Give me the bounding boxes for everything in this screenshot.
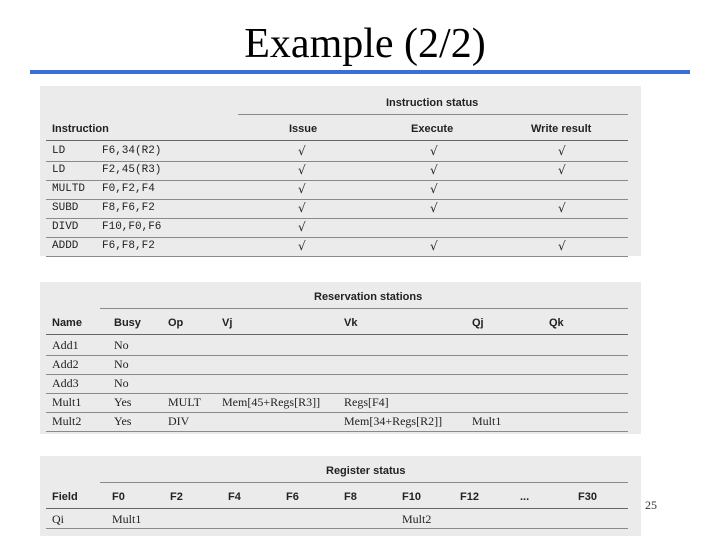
station-busy: No	[114, 376, 129, 390]
register-field-f30: F30	[578, 491, 597, 503]
station-name: Add2	[52, 357, 79, 371]
row-rule	[46, 393, 628, 394]
row-rule	[46, 237, 628, 238]
instruction-status-header: Instruction status	[386, 97, 479, 109]
col-header-instruction: Instruction	[52, 123, 109, 135]
row-rule	[46, 374, 628, 375]
col-header-qj: Qj	[472, 317, 484, 329]
station-busy: No	[114, 338, 129, 352]
execute-check: √	[430, 239, 438, 253]
execute-check: √	[430, 182, 438, 196]
col-header-write-result: Write result	[531, 123, 592, 135]
col-header-vk: Vk	[344, 317, 358, 329]
group-header-rule	[100, 308, 628, 309]
instruction-operands: F6,34(R2)	[102, 145, 162, 157]
instruction-operands: F6,F8,F2	[102, 240, 155, 252]
field-label: Field	[52, 491, 78, 503]
station-name: Mult2	[52, 414, 82, 428]
station-name: Add1	[52, 338, 79, 352]
col-header-name: Name	[52, 317, 82, 329]
group-header-rule	[100, 482, 628, 483]
issue-check: √	[298, 144, 306, 158]
row-rule	[46, 161, 628, 162]
issue-check: √	[298, 201, 306, 215]
title-underline	[30, 70, 690, 74]
slide-title: Example (2/2)	[244, 21, 486, 67]
register-field-f6: F6	[286, 491, 299, 503]
instruction-status-table	[40, 86, 641, 256]
instruction-op: ADDD	[52, 240, 79, 252]
register-field-f2: F2	[170, 491, 183, 503]
issue-check: √	[298, 220, 306, 234]
station-qj: Mult1	[472, 414, 502, 428]
station-busy: Yes	[114, 414, 132, 428]
register-status-header: Register status	[326, 465, 406, 477]
station-name: Mult1	[52, 395, 82, 409]
qi-label: Qi	[52, 512, 64, 526]
issue-check: √	[298, 182, 306, 196]
register-status-table	[40, 456, 641, 536]
register-field-f12: F12	[460, 491, 479, 503]
instruction-operands: F10,F0,F6	[102, 221, 162, 233]
row-rule	[46, 256, 628, 257]
station-op: MULT	[168, 395, 201, 409]
header-rule	[46, 334, 628, 335]
register-field-f8: F8	[344, 491, 357, 503]
station-op: DIV	[168, 414, 190, 428]
row-rule	[46, 218, 628, 219]
station-busy: Yes	[114, 395, 132, 409]
station-vk: Regs[F4]	[344, 395, 389, 409]
instruction-op: MULTD	[52, 183, 86, 195]
issue-check: √	[298, 163, 306, 177]
col-header-execute: Execute	[411, 123, 454, 135]
execute-check: √	[430, 144, 438, 158]
page-number: 25	[645, 498, 657, 512]
execute-check: √	[430, 201, 438, 215]
write-result-check: √	[558, 201, 566, 215]
write-result-check: √	[558, 144, 566, 158]
instruction-op: LD	[52, 164, 66, 176]
reservation-stations-header: Reservation stations	[314, 291, 423, 303]
row-rule	[46, 180, 628, 181]
write-result-check: √	[558, 239, 566, 253]
row-rule	[46, 431, 628, 432]
register-field-f4: F4	[228, 491, 241, 503]
row-rule	[46, 355, 628, 356]
register-qi-value: Mult2	[402, 512, 432, 526]
write-result-check: √	[558, 163, 566, 177]
group-header-rule	[238, 114, 628, 115]
instruction-op: DIVD	[52, 221, 79, 233]
row-rule	[46, 412, 628, 413]
register-qi-value: Mult1	[112, 512, 142, 526]
execute-check: √	[430, 163, 438, 177]
col-header-op: Op	[168, 317, 184, 329]
instruction-op: LD	[52, 145, 66, 157]
register-field-f0: F0	[112, 491, 125, 503]
reservation-stations-table	[40, 282, 641, 434]
instruction-operands: F8,F6,F2	[102, 202, 155, 214]
station-busy: No	[114, 357, 129, 371]
row-rule	[46, 199, 628, 200]
header-rule	[46, 140, 628, 141]
register-field-f10: F10	[402, 491, 421, 503]
issue-check: √	[298, 239, 306, 253]
header-rule	[46, 508, 628, 509]
col-header-issue: Issue	[289, 123, 318, 135]
col-header-busy: Busy	[114, 317, 141, 329]
row-rule	[46, 528, 628, 529]
col-header-vj: Vj	[222, 317, 233, 329]
station-name: Add3	[52, 376, 79, 390]
instruction-operands: F2,45(R3)	[102, 164, 162, 176]
station-vj: Mem[45+Regs[R3]]	[222, 395, 321, 409]
station-vk: Mem[34+Regs[R2]]	[344, 414, 443, 428]
col-header-qk: Qk	[549, 317, 564, 329]
instruction-op: SUBD	[52, 202, 79, 214]
register-field-ellipsis: ...	[520, 491, 530, 503]
instruction-operands: F0,F2,F4	[102, 183, 155, 195]
